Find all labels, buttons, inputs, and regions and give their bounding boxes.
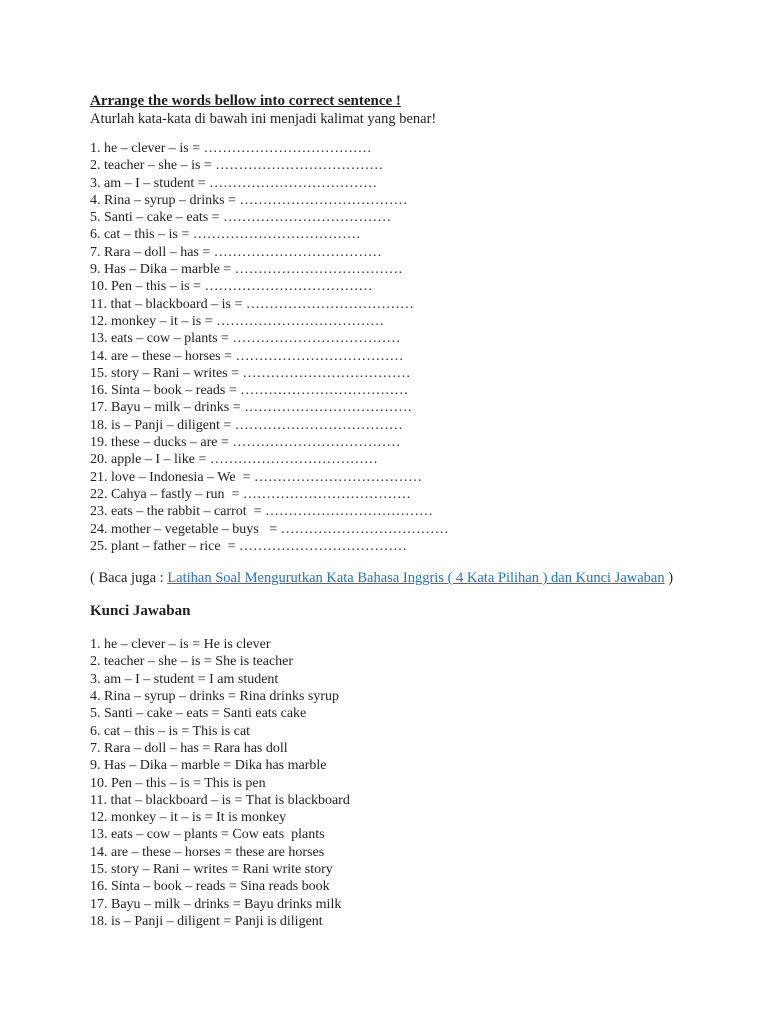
read-also-prefix: ( Baca juga : [90,570,168,587]
question-list [90,140,710,555]
question-item: 22. Cahya – fastly – run = ……………………………… [90,486,411,502]
question-item: 23. eats – the rabbit – carrot = ……………………………… [90,504,434,520]
answer-item: 7. Rara – doll – has = Rara has doll [90,740,288,756]
question-item: 15. story – Rani – writes = ……………………………… [90,365,411,381]
question-item: 5. Santi – cake – eats = ……………………………… [90,210,392,226]
answer-item: 12. monkey – it – is = It is monkey [90,810,287,826]
question-item: 16. Sinta – book – reads = ……………………………… [90,383,409,399]
exercise-subtitle: Aturlah kata-kata di bawah ini menjadi kalimat yang benar! [90,111,437,127]
question-item: 7. Rara – doll – has = ……………………………… [90,244,382,260]
answer-key-title: Kunci Jawaban [90,603,191,620]
answer-item: 5. Santi – cake – eats = Santi eats cake [90,706,307,722]
answer-item: 11. that – blackboard – is = That is blackboard [90,792,350,808]
answer-item: 17. Bayu – milk – drinks = Bayu drinks milk [90,896,342,912]
question-item: 11. that – blackboard – is = ……………………………… [90,296,414,312]
question-item: 12. monkey – it – is = ……………………………… [90,313,385,329]
answer-item: 1. he – clever – is = He is clever [90,637,271,653]
question-item: 9. Has – Dika – marble = ……………………………… [90,262,403,278]
answer-item: 2. teacher – she – is = She is teacher [90,654,294,670]
question-item: 1. he – clever – is = ……………………………… [90,141,372,156]
question-item: 19. these – ducks – are = ……………………………… [90,435,401,451]
question-item: 25. plant – father – rice = ……………………………… [90,538,408,554]
answer-item: 15. story – Rani – writes = Rani write story [90,861,333,877]
answer-item: 4. Rina – syrup – drinks = Rina drinks syrup [90,689,339,705]
question-item: 10. Pen – this – is = ……………………………… [90,279,373,295]
answer-item: 18. is – Panji – diligent = Panji is diligent [90,913,323,929]
answer-list [90,636,710,930]
question-item: 14. are – these – horses = ……………………………… [90,348,404,364]
exercise-title: Arrange the words bellow into correct sentence ! [90,93,401,109]
answer-item: 13. eats – cow – plants = Cow eats plants [90,827,325,843]
question-item: 3. am – I – student = ……………………………… [90,175,378,191]
document-page [90,92,710,930]
question-item: 6. cat – this – is = ……………………………… [90,227,361,243]
answer-item: 3. am – I – student = I am student [90,671,279,687]
question-item: 21. love – Indonesia – We = ……………………………… [90,469,422,485]
answer-item: 6. cat – this – is = This is cat [90,723,251,739]
answer-item: 10. Pen – this – is = This is pen [90,775,266,791]
question-item: 13. eats – cow – plants = ……………………………… [90,331,401,347]
read-also-link[interactable]: Latihan Soal Mengurutkan Kata Bahasa Inggris ( 4 Kata Pilihan ) dan Kunci Jawaban [167,570,665,587]
read-also-note [90,569,710,587]
answer-item: 16. Sinta – book – reads = Sina reads book [90,879,330,895]
question-item: 20. apple – I – like = ……………………………… [90,452,378,468]
read-also-suffix: ) [664,570,674,587]
question-item: 18. is – Panji – diligent = ……………………………… [90,417,403,433]
answer-item: 9. Has – Dika – marble = Dika has marble [90,758,327,774]
question-item: 4. Rina – syrup – drinks = ……………………………… [90,192,408,208]
question-item: 2. teacher – she – is = ……………………………… [90,158,384,174]
question-item: 24. mother – vegetable – buys = ……………………………… [90,521,449,537]
question-item: 17. Bayu – milk – drinks = ……………………………… [90,400,413,416]
answer-item: 14. are – these – horses = these are horses [90,844,325,860]
